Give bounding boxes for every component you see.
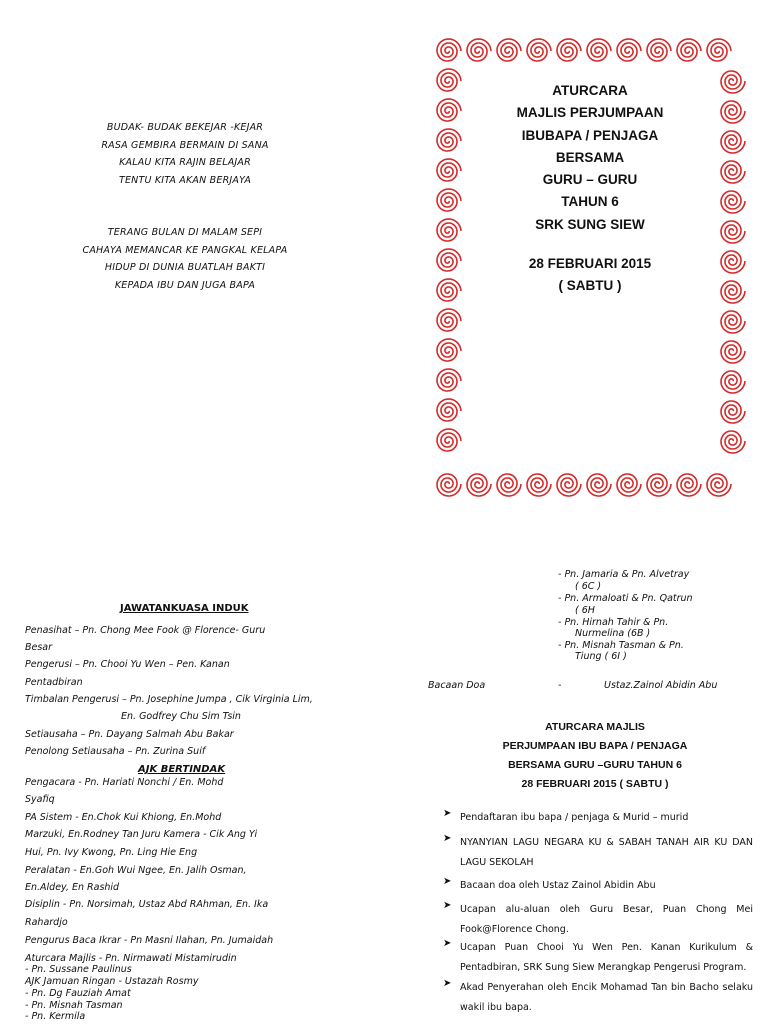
spiral-ornament [437, 429, 461, 451]
spiral-ornament [557, 39, 581, 61]
class-row: Nurmelina (6B ) [575, 628, 651, 639]
committee-row: Penasihat – Pn. Chong Mee Fook @ Florence- Guru [25, 625, 266, 636]
spiral-ornament [647, 474, 671, 496]
spiral-ornament [677, 474, 701, 496]
spiral-ornament [437, 369, 461, 391]
spiral-ornament [721, 431, 745, 453]
cover-line: IBUBAPA / PENJAGA [521, 127, 659, 143]
cover-line: SRK SUNG SIEW [535, 216, 645, 232]
class-row: - Pn. Misnah Tasman & Pn. [558, 640, 684, 651]
spiral-ornament [617, 474, 641, 496]
spiral-ornament [527, 39, 551, 61]
committee-row: Penolong Setiausaha – Pn. Zurina Suif [25, 746, 206, 757]
spiral-ornament [617, 39, 641, 61]
programme-heading-line: BERSAMA GURU –GURU TAHUN 6 [508, 759, 682, 771]
ajk-row: Marzuki, En.Rodney Tan Juru Kamera - Cik Ang Yi [25, 829, 258, 840]
arrow-bullet-icon: ➤ [443, 833, 452, 844]
spiral-ornament [647, 39, 671, 61]
spiral-ornament [437, 399, 461, 421]
cover-line: ATURCARA [552, 83, 628, 98]
spiral-ornament [437, 339, 461, 361]
arrow-bullet-icon: ➤ [443, 900, 452, 911]
spiral-ornament [677, 39, 701, 61]
ajk-row: PA Sistem - En.Chok Kui Khiong, En.Mohd [25, 812, 222, 823]
spiral-ornament [707, 474, 731, 496]
poem-stanza-1 [60, 119, 310, 189]
cover-line: GURU – GURU [542, 172, 638, 188]
cover-date: 28 FEBRUARI 2015 [528, 256, 652, 272]
arrow-bullet-icon: ➤ [443, 978, 452, 989]
cover-day: ( SABTU ) [558, 278, 622, 294]
cover-line: MAJLIS PERJUMPAAN [516, 105, 664, 121]
programme-heading-line: ATURCARA MAJLIS [545, 721, 645, 733]
class-row: - Pn. Hirnah Tahir & Pn. [558, 617, 669, 628]
spiral-ornament [721, 371, 745, 393]
spiral-ornament [497, 39, 521, 61]
arrow-bullet-icon: ➤ [443, 808, 452, 819]
cover-line: TAHUN 6 [561, 194, 619, 210]
ajk-row: Pengacara - Pn. Hariati Nonchi / En. Mohd [25, 777, 224, 788]
poem-line: KEPADA IBU DAN JUGA BAPA [114, 279, 256, 291]
poem-line: HIDUP DI DUNIA BUATLAH BAKTI [104, 262, 266, 273]
poem-line: BUDAK- BUDAK BEKEJAR -KEJAR [106, 122, 264, 133]
spiral-ornament [467, 39, 491, 61]
programme-item-text: NYANYIAN LAGU NEGARA KU & SABAH TANAH AIR KU DAN LAGU SEKOLAH [460, 837, 753, 868]
bacaan-doa-value: Ustaz.Zainol Abidin Abu [604, 680, 718, 691]
programme-heading-line: PERJUMPAAN IBU BAPA / PENJAGA [502, 740, 688, 752]
spiral-ornament [437, 474, 461, 496]
cover-line: BERSAMA [555, 149, 625, 165]
spiral-ornament [467, 474, 491, 496]
spiral-ornament [557, 474, 581, 496]
class-row: - Pn. Jamaria & Pn. Alvetray [558, 569, 690, 580]
programme-item-text: Ucapan Puan Chooi Yu Wen Pen. Kanan Kurikulum & Pentadbiran, SRK Sung Siew Merangkap Pengerusi Program. [460, 942, 753, 973]
arrow-bullet-icon: ➤ [443, 938, 452, 949]
class-row: ( 6C ) [575, 581, 602, 592]
ajk-row: - Pn. Sussane Paulinus [25, 964, 132, 975]
committee-row: Pengerusi – Pn. Chooi Yu Wen – Pen. Kanan [25, 659, 230, 670]
committee-title: JAWATANKUASA INDUK [120, 603, 249, 614]
committee-row: Besar [25, 642, 53, 653]
ajk-row: En.Aldey, En Rashid [25, 882, 120, 893]
ajk-row: Peralatan - En.Goh Wui Ngee, En. Jalih Osman, [25, 865, 247, 876]
ajk-row: Hui, Pn. Ivy Kwong, Pn. Ling Hie Eng [25, 847, 198, 858]
programme-item-text: Bacaan doa oleh Ustaz Zainol Abidin Abu [460, 880, 656, 891]
class-row: - Pn. Armaloati & Pn. Qatrun [558, 593, 693, 604]
programme-heading-line: 28 FEBRUARI 2015 ( SABTU ) [521, 778, 669, 790]
ajk-row: - Pn. Dg Fauziah Amat [25, 988, 131, 999]
programme-item-text: Ucapan alu-aluan oleh Guru Besar, Puan Chong Mei Fook@Florence Chong. [460, 904, 753, 935]
class-row: Tiung ( 6I ) [575, 651, 627, 662]
programme-heading [430, 718, 760, 794]
spiral-ornament [437, 309, 461, 331]
spiral-ornament [527, 474, 551, 496]
committee-row: Setiausaha – Pn. Dayang Salmah Abu Bakar [25, 729, 234, 740]
spiral-ornament [497, 474, 521, 496]
spiral-ornament [587, 39, 611, 61]
bacaan-doa-dash: - [558, 680, 562, 691]
spiral-ornament [721, 311, 745, 333]
committee-row: Timbalan Pengerusi – Pn. Josephine Jumpa , Cik Virginia Lim, [25, 694, 313, 705]
ajk-row: Aturcara Majlis - Pn. Nirmawati Mistamirudin [25, 953, 237, 964]
committee-row: Pentadbiran [25, 677, 83, 688]
ajk-row: - Pn. Misnah Tasman [25, 1000, 123, 1011]
poem-line: TERANG BULAN DI MALAM SEPI [107, 227, 263, 238]
poem-stanza-2 [60, 224, 310, 294]
spiral-ornament [587, 474, 611, 496]
poem-line: RASA GEMBIRA BERMAIN DI SANA [101, 139, 269, 151]
ajk-title: AJK BERTINDAK [138, 764, 226, 775]
ajk-row: Disiplin - Pn. Norsimah, Ustaz Abd RAhman, En. Ika [25, 899, 269, 910]
committee-row: En. Godfrey Chu Sim Tsin [121, 711, 241, 722]
programme-item-text: Akad Penyerahan oleh Encik Mohamad Tan bin Bacho selaku wakil ibu bapa. [460, 982, 753, 1013]
poem-line: CAHAYA MEMANCAR KE PANGKAL KELAPA [82, 244, 288, 256]
ajk-row: Pengurus Baca Ikrar - Pn Masni Ilahan, Pn. Jumaidah [25, 935, 274, 946]
ajk-row: - Pn. Kermila [25, 1011, 86, 1022]
spiral-ornament [721, 341, 745, 363]
ajk-row: Syafiq [25, 794, 55, 805]
bacaan-doa-label: Bacaan Doa [428, 680, 486, 691]
ajk-row: Rahardjo [25, 917, 68, 928]
poem-line: TENTU KITA AKAN BERJAYA [118, 174, 252, 186]
spiral-ornament [707, 39, 731, 61]
programme-item-text: Pendaftaran ibu bapa / penjaga & Murid – murid [460, 812, 689, 823]
spiral-ornament [437, 39, 461, 61]
class-row: ( 6H [575, 605, 595, 616]
arrow-bullet-icon: ➤ [443, 876, 452, 887]
spiral-ornament [721, 401, 745, 423]
ajk-row: AJK Jamuan Ringan - Ustazah Rosmy [25, 976, 199, 987]
poem-line: KALAU KITA RAJIN BELAJAR [119, 157, 251, 168]
cover-title-block [440, 80, 740, 298]
